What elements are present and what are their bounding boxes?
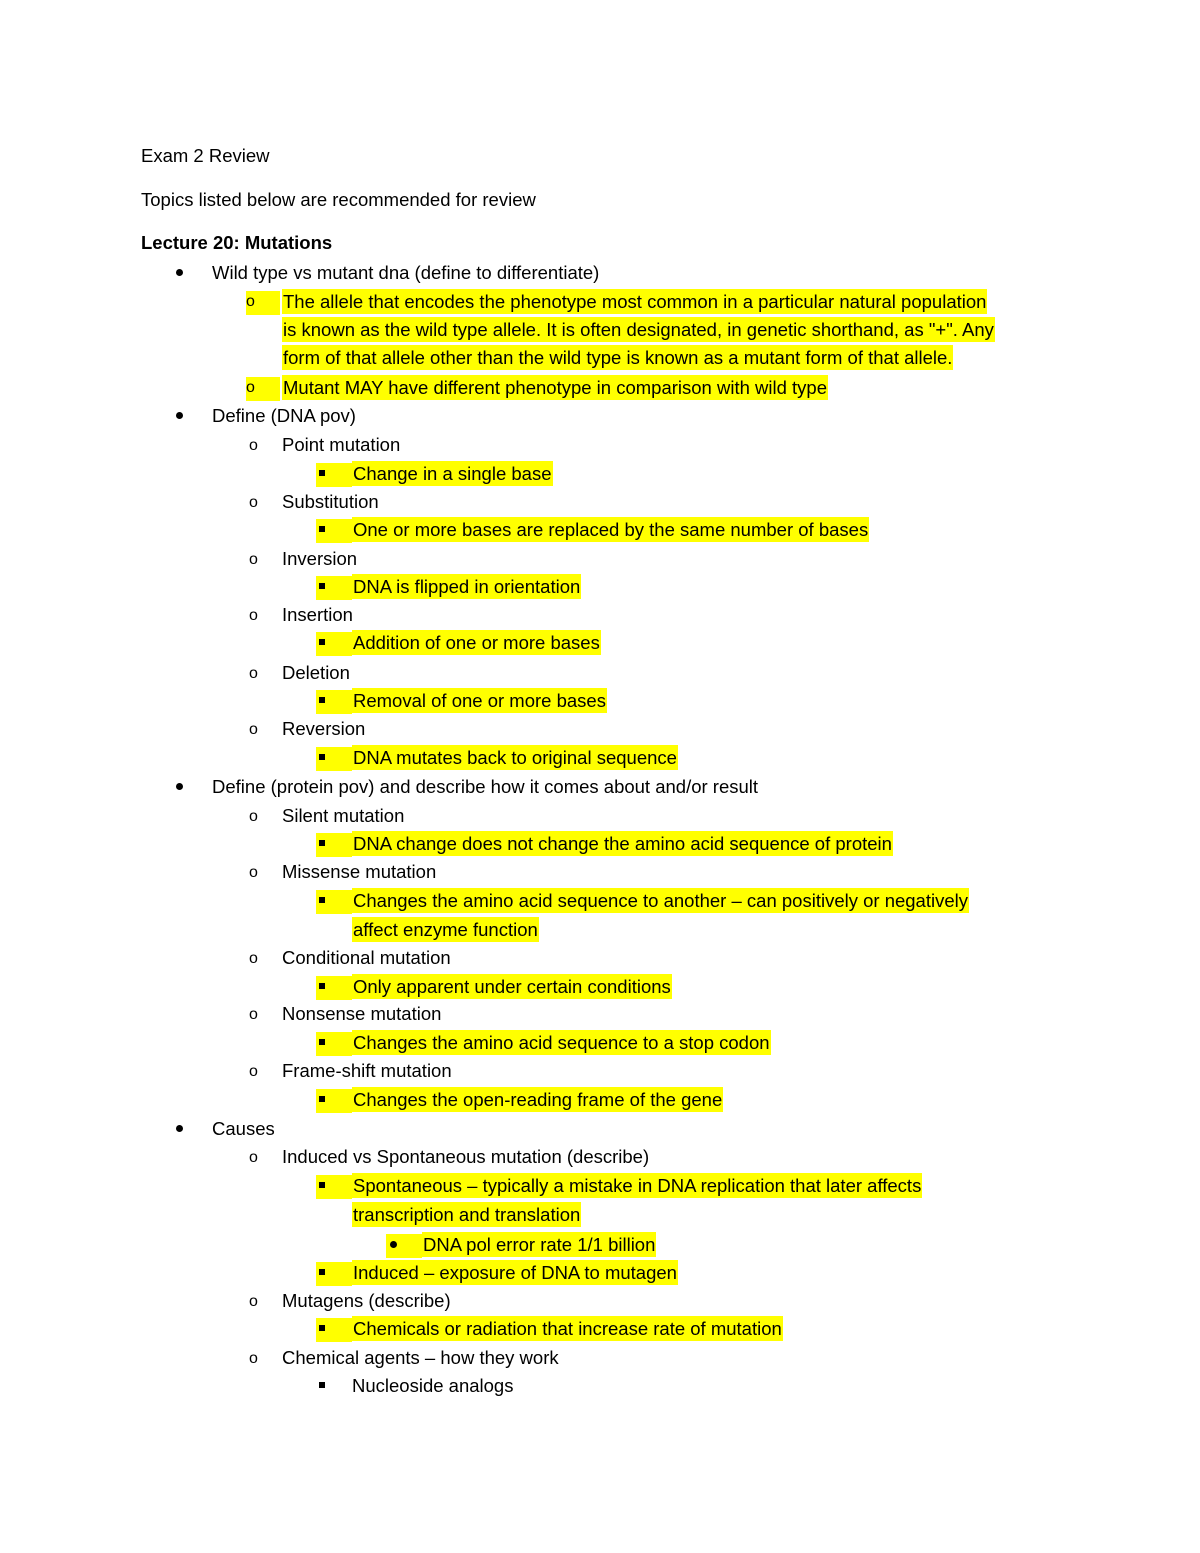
square-bullet-icon — [319, 697, 325, 703]
list-item-causes: Causes — [212, 1118, 275, 1139]
list-item-induced-vs: Induced vs Spontaneous mutation (describe) — [282, 1146, 650, 1167]
square-bullet-icon — [319, 1325, 325, 1331]
square-bullet-icon — [319, 583, 325, 589]
list-item-deletion-def: Removal of one or more bases — [353, 690, 606, 711]
square-bullet-icon — [319, 470, 325, 476]
list-item-point-mutation-def: Change in a single base — [353, 463, 552, 484]
list-item-conditional: Conditional mutation — [282, 947, 451, 968]
bullet-icon — [176, 269, 183, 276]
sub-bullet-marker: o — [249, 607, 258, 624]
square-bullet-icon — [319, 1382, 325, 1388]
square-bullet-icon — [319, 1096, 325, 1102]
list-item-define-protein: Define (protein pov) and describe how it comes about and/or result — [212, 776, 759, 797]
sub-bullet-marker: o — [249, 864, 258, 881]
document-title: Exam 2 Review — [141, 145, 270, 166]
square-bullet-icon — [319, 840, 325, 846]
sub-bullet-marker: o — [249, 1006, 258, 1023]
square-bullet-icon — [319, 1269, 325, 1275]
sub-bullet-marker: o — [249, 808, 258, 825]
list-item-mutant-may: Mutant MAY have different phenotype in comparison with wild type — [283, 377, 827, 398]
list-item-define-dna: Define (DNA pov) — [212, 405, 356, 426]
list-item-chemical-agents: Chemical agents – how they work — [282, 1347, 559, 1368]
lecture-heading: Lecture 20: Mutations — [141, 232, 333, 253]
list-item-wild-type-def-3: form of that allele other than the wild type is known as a mutant form of that allele. — [283, 347, 953, 368]
list-item-reversion: Reversion — [282, 718, 366, 739]
bullet-icon — [176, 1125, 183, 1132]
sub-bullet-marker: o — [249, 437, 258, 454]
list-item-frameshift: Frame-shift mutation — [282, 1060, 452, 1081]
list-item-nonsense: Nonsense mutation — [282, 1003, 442, 1024]
sub-bullet-marker: o — [249, 551, 258, 568]
list-item-missense-def-1: Changes the amino acid sequence to another – can positively or negatively — [353, 890, 968, 911]
list-item-wild-type-def-1: The allele that encodes the phenotype most common in a particular natural population — [283, 291, 987, 312]
list-item-frameshift-def: Changes the open-reading frame of the gene — [353, 1089, 723, 1110]
bullet-icon — [390, 1241, 397, 1248]
list-item-silent: Silent mutation — [282, 805, 405, 826]
sub-bullet-marker: o — [249, 721, 258, 738]
sub-bullet-marker: o — [249, 1063, 258, 1080]
sub-bullet-marker: o — [246, 377, 280, 401]
list-item-wild-type: Wild type vs mutant dna (define to differentiate) — [212, 262, 600, 283]
sub-bullet-marker: o — [249, 1149, 258, 1166]
square-bullet-icon — [319, 1182, 325, 1188]
sub-bullet-marker: o — [249, 950, 258, 967]
square-bullet-icon — [319, 754, 325, 760]
list-item-mutagens: Mutagens (describe) — [282, 1290, 451, 1311]
bullet-icon — [176, 412, 183, 419]
list-item-inversion: Inversion — [282, 548, 358, 569]
sub-bullet-marker: o — [249, 1350, 258, 1367]
list-item-deletion: Deletion — [282, 662, 350, 683]
document-subtitle: Topics listed below are recommended for review — [141, 189, 536, 210]
list-item-missense: Missense mutation — [282, 861, 437, 882]
list-item-substitution: Substitution — [282, 491, 379, 512]
square-bullet-icon — [319, 526, 325, 532]
list-item-insertion: Insertion — [282, 604, 353, 625]
list-item-wild-type-def-2: is known as the wild type allele. It is often designated, in genetic shorthand, as "+". Any — [283, 319, 994, 340]
list-item-dna-pol: DNA pol error rate 1/1 billion — [423, 1234, 656, 1255]
list-item-spontaneous-1: Spontaneous – typically a mistake in DNA replication that later affects — [353, 1175, 922, 1196]
square-bullet-icon — [319, 897, 325, 903]
list-item-inversion-def: DNA is flipped in orientation — [353, 576, 581, 597]
sub-bullet-marker: o — [246, 291, 280, 315]
sub-bullet-marker: o — [249, 1293, 258, 1310]
list-item-nonsense-def: Changes the amino acid sequence to a stop codon — [353, 1032, 770, 1053]
list-item-spontaneous-2: transcription and translation — [353, 1204, 581, 1225]
sub-bullet-marker: o — [249, 494, 258, 511]
list-item-insertion-def: Addition of one or more bases — [353, 632, 600, 653]
square-bullet-icon — [319, 1039, 325, 1045]
list-item-reversion-def: DNA mutates back to original sequence — [353, 747, 677, 768]
list-item-point-mutation: Point mutation — [282, 434, 401, 455]
square-bullet-icon — [319, 639, 325, 645]
list-item-mutagens-def: Chemicals or radiation that increase rate of mutation — [353, 1318, 782, 1339]
square-bullet-icon — [319, 983, 325, 989]
bullet-icon — [176, 783, 183, 790]
list-item-induced: Induced – exposure of DNA to mutagen — [353, 1262, 677, 1283]
sub-bullet-marker: o — [249, 665, 258, 682]
list-item-nucleoside: Nucleoside analogs — [352, 1375, 514, 1396]
list-item-substitution-def: One or more bases are replaced by the same number of bases — [353, 519, 869, 540]
list-item-missense-def-2: affect enzyme function — [353, 919, 538, 940]
list-item-conditional-def: Only apparent under certain conditions — [353, 976, 671, 997]
list-item-silent-def: DNA change does not change the amino acid sequence of protein — [353, 833, 892, 854]
